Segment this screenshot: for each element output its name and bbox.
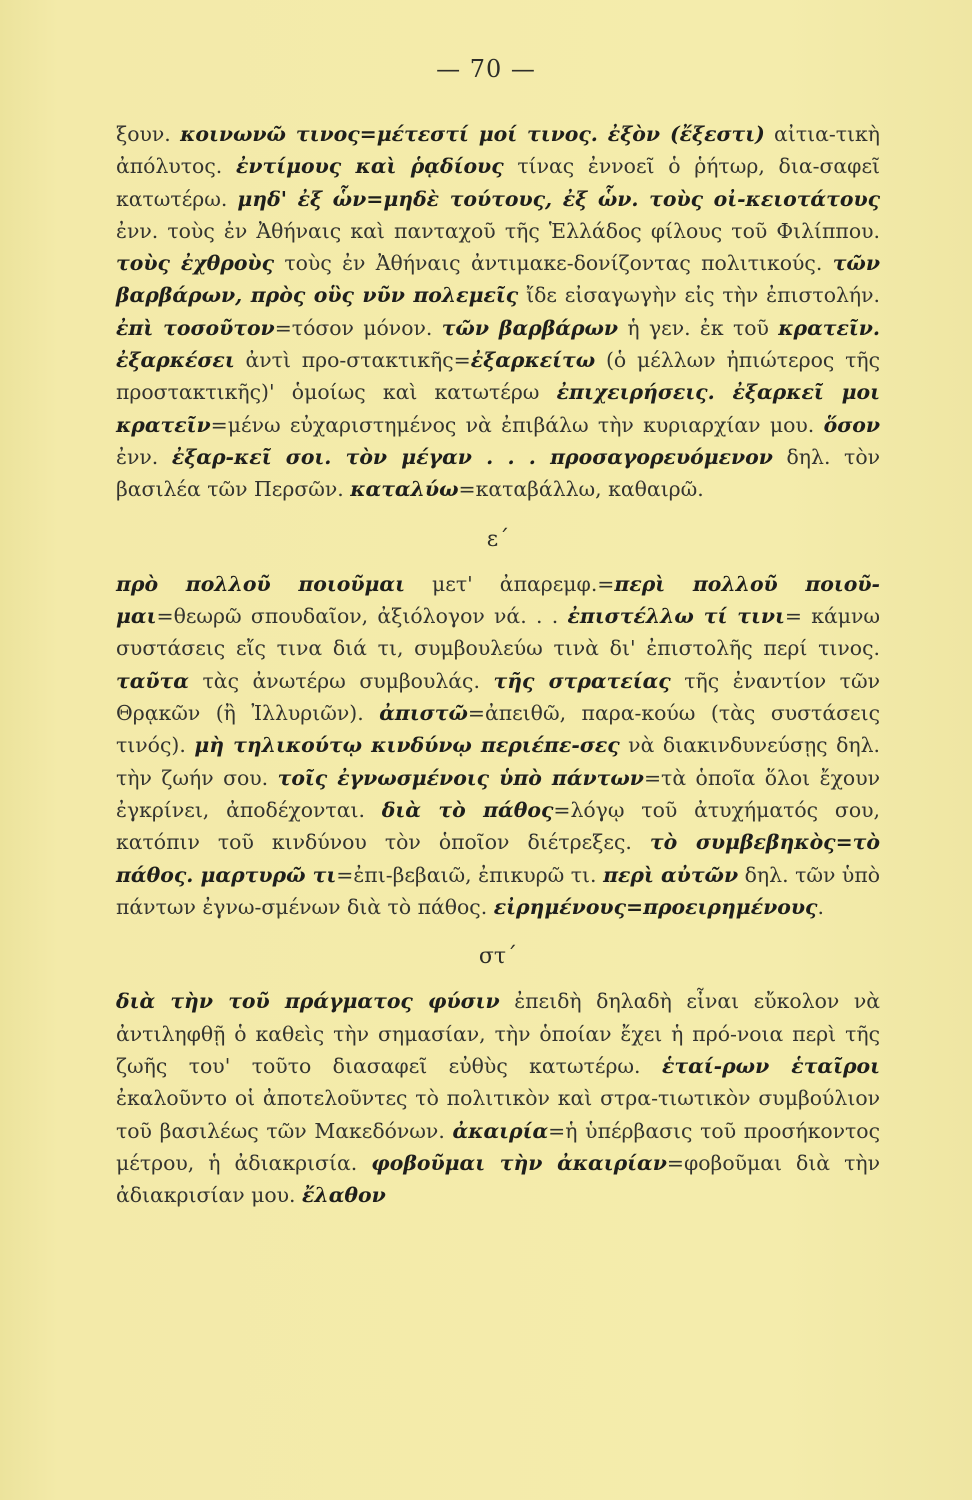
gloss-text: ἐκαλοῦντο οἱ ἀποτελοῦντες τὸ πολιτικὸν καὶ στρα-τιωτικὸν συμβούλιον τοῦ βασιλέως τῶν Μακεδόνων. [116,1086,880,1143]
gloss-text: = κάμνω συστάσεις εἴς τινα διά τι, συμβουλεύω τινὰ δι' ἐπιστολῆς περί τινος. [116,604,881,661]
gloss-text: αἰτια-τικὴ ἀπόλυτος. [116,122,880,179]
headword: ἔλαθον [302,1183,386,1208]
headword: διὰ τὸ πάθος [381,797,554,822]
gloss-text: ἐπειδὴ δηλαδὴ εἶναι εὔκολον νὰ ἀντιληφθῇ ὁ καθεὶς τὴν σημασίαν, τὴν ὁποίαν ἔχει ἡ πρό-νοια περὶ τῆς ζωῆς του' τοῦτο διασαφεῖ εὐθὺς κατωτέρω. [116,989,880,1079]
gloss-text: (ὁ μέλλων ἠπιώτερος τῆς προστακτικῆς)' ὁμοίως καὶ κατωτέρω [116,348,880,405]
gloss-text: =ἐπι-βεβαιῶ, ἐπικυρῶ τι. [336,862,604,887]
gloss-text: δηλ. τῶν ὑπὸ πάντων ἐγνω-σμένων διὰ τὸ πάθος. [116,862,881,919]
headword: καταλύω [350,477,459,502]
headword: ταῦτα [116,668,189,693]
section-heading-st: στ΄ [478,944,518,970]
gloss-text: ἴδε εἰσαγωγὴν εἰς τὴν ἐπιστολήν. [518,283,880,308]
gloss-text: =μένω εὐχαριστημένος νὰ ἐπιβάλω τὴν κυριαρχίαν μου. [210,412,824,437]
headword: περὶ πολλοῦ ποιοῦ-μαι [116,571,880,629]
headword: ἐπιχειρήσεις. ἐξαρκεῖ μοι κρατεῖν [116,380,880,437]
gloss-text: =τὰ ὁποῖα ὅλοι ἔχουν ἐγκρίνει, ἀποδέχονται. [116,765,880,822]
headword: τῆς στρατείας [493,668,671,693]
headword: ἐξαρκείτω [470,348,596,373]
gloss-text: =ἀπειθῶ, παρα-κούω (τὰς συστάσεις τινός). [116,701,880,758]
gloss-text: =θεωρῶ σπουδαῖον, ἀξιόλογον νά. . . [156,604,568,629]
headword: ἀπιστῶ [379,701,468,726]
headword: ἐπὶ τοσοῦτον [116,315,275,340]
headword: ἐντίμους καὶ ῥᾳδίους [235,154,504,179]
headword: τῶν βαρβάρων, πρὸς οὓς νῦν πολεμεῖς [116,251,880,308]
section-heading-e: ε΄ [486,526,510,552]
headword: περὶ αὐτῶν [603,862,739,887]
headword: κοινωνῶ τινος=μέτεστί μοί τινος. ἐξὸν (ἔξεστι) [180,122,765,146]
headword: ὅσον [823,412,880,437]
gloss-text: τὰς ἀνωτέρω συμβουλάς. [188,668,494,693]
headword: εἰρημένους=προειρημένους [493,894,818,919]
gloss-text: τοὺς ἐν Ἀθήναις ἀντιμακε-δονίζοντας πολιτικούς. [274,251,833,276]
headword: τοὺς ἐχθροὺς [116,251,274,276]
gloss-text: τίνας ἐννοεῖ ὁ ῥήτωρ, δια-σαφεῖ κατωτέρω. [116,154,880,211]
gloss-text: μετ' ἀπαρεμφ.= [404,571,615,596]
headword: ἐξαρ-κεῖ σοι. τὸν μέγαν . . . προσαγορευόμενον [171,444,773,469]
paragraph-1 [116,118,880,506]
headword: πρὸ πολλοῦ ποιοῦμαι [116,571,405,596]
gloss-text: ξουν. [116,122,181,146]
headword: διὰ τὴν τοῦ πράγματος φύσιν [116,989,500,1014]
headword: τοῖς ἐγνωσμένοις ὑπὸ πάντων [277,765,644,790]
headword: τὸ συμβεβηκὸς=τὸ πάθος. μαρτυρῶ τι [116,830,880,887]
page-number: — 70 — [436,55,536,83]
headword: ἑταί-ρων ἑταῖροι [661,1054,880,1079]
gloss-text: ἀντὶ προ-στακτικῆς= [234,348,471,373]
headword: φοβοῦμαι τὴν ἀκαιρίαν [371,1150,667,1175]
gloss-text: =καταβάλλω, καθαιρῶ. [458,477,704,502]
paragraph-2 [116,568,880,923]
gloss-text: =ἡ ὑπέρβασις τοῦ προσήκοντος μέτρου, ἡ ἀδιακρισία. [116,1118,880,1175]
headword: μηδ' ἐξ ὧν=μηδὲ τούτους, ἐξ ὧν. τοὺς οἰ-κειοτάτους [237,186,881,211]
paragraph-3 [116,985,880,1211]
gloss-text: ἡ γεν. ἐκ τοῦ [618,315,779,340]
headword: ἐπιστέλλω τί τινι [567,604,785,629]
gloss-text: νὰ διακινδυνεύσῃς δηλ. τὴν ζωήν σου. [116,733,880,790]
gloss-text: ἐνν. [116,444,172,469]
headword: ἀκαιρία [452,1118,549,1143]
headword: μὴ τηλικούτῳ κινδύνῳ περιέπε-σες [194,733,620,758]
gloss-text: . [817,894,824,919]
headword: τῶν βαρβάρων [441,315,619,340]
gloss-text: τῆς ἐναντίον τῶν Θρᾳκῶν (ἢ Ἰλλυριῶν). [116,668,880,726]
commentary-text [116,118,880,1212]
gloss-text: =φοβοῦμαι διὰ τὴν ἀδιακρισίαν μου. [116,1150,881,1208]
gloss-text: ἐνν. τοὺς ἐν Ἀθήναις καὶ πανταχοῦ τῆς Ἑλλάδος φίλους τοῦ Φιλίππου. [116,218,880,243]
gloss-text: =λόγῳ τοῦ ἀτυχήματός σου, κατόπιν τοῦ κινδύνου τὸν ὁποῖον διέτρεξες. [116,797,880,855]
gloss-text: =τόσον μόνον. [274,315,442,340]
headword: κρατεῖν. ἐξαρκέσει [116,315,881,373]
gloss-text: δηλ. τὸν βασιλέα τῶν Περσῶν. [116,444,880,502]
